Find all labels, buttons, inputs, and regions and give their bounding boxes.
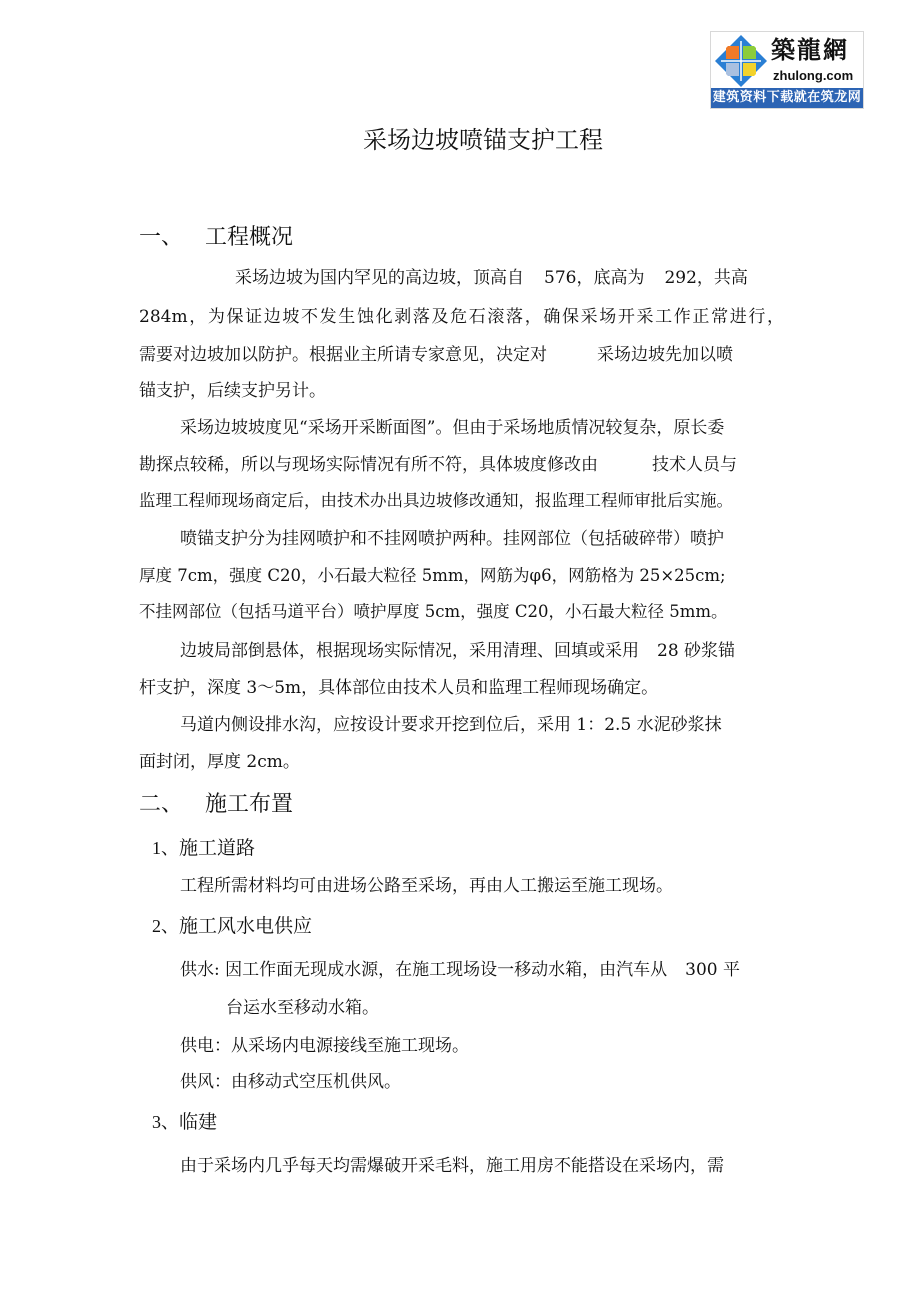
- paragraph-line: 监理工程师现场商定后，由技术办出具边坡修改通知，报监理工程师审批后实施。: [139, 491, 733, 510]
- paragraph-line: [139, 453, 784, 477]
- logo-slogan: 建筑资料下载就在筑龙网: [711, 88, 863, 108]
- text-span: 供水: 因工作面无现成水源，在施工现场设一移动水箱，由汽车从: [180, 960, 668, 980]
- zhulong-logo: [710, 31, 864, 109]
- paragraph-line: 锚支护，后续支护另计。: [139, 381, 326, 401]
- paragraph-line: 马道内侧设排水沟，应按设计要求开挖到位后，采用 1：2.5 水泥砂浆抹: [180, 715, 722, 735]
- subsection-title: 施工道路: [179, 837, 256, 859]
- paragraph-line: 杆支护，深度 3～5m，具体部位由技术人员和监理工程师现场确定。: [139, 678, 659, 698]
- text-span: 勘探点较稀，所以与现场实际情况有所不符，具体坡度修改由: [139, 455, 598, 475]
- paragraph-line: 厚度 7cm，强度 C20，小石最大粒径 5mm，网筋为φ6，网筋格为 25×25cm;: [139, 566, 726, 585]
- section-heading-1: [139, 220, 293, 251]
- subsection-title: 施工风水电供应: [179, 915, 313, 937]
- subsection-number: 2、: [152, 916, 179, 936]
- paragraph-line: 台运水至移动水箱。: [226, 998, 379, 1018]
- paragraph-line: 工程所需材料均可由进场公路至采场，再由人工搬运至施工现场。: [180, 876, 673, 896]
- subsection-number: 1、: [152, 838, 179, 858]
- logo-name-cn: 築龍網: [771, 36, 849, 64]
- text-span: 需要对边坡加以防护。根据业主所请专家意见，决定对: [139, 345, 547, 365]
- text-span: 300 平: [685, 960, 740, 980]
- paragraph-line: 供电：从采场内电源接线至施工现场。: [180, 1036, 469, 1056]
- text-span: 边坡局部倒悬体，根据现场实际情况，采用清理、回填或采用: [180, 641, 639, 661]
- paragraph-line: [139, 266, 784, 290]
- section-title: 工程概况: [205, 225, 294, 250]
- paragraph-line: 喷锚支护分为挂网喷护和不挂网喷护两种。挂网部位（包括破碎带）喷护: [180, 529, 724, 549]
- paragraph-line: [139, 343, 784, 367]
- paragraph-line: [180, 958, 784, 982]
- section-title: 施工布置: [205, 792, 294, 817]
- subsection-heading-1: [152, 833, 255, 860]
- paragraph-line: 采场边坡坡度见“采场开采断面图”。但由于采场地质情况较复杂，原长委: [180, 418, 725, 438]
- text-span: 采场边坡为国内罕见的高边坡，顶高自: [235, 268, 524, 288]
- paragraph-line: [180, 639, 784, 663]
- paragraph-line: 不挂网部位（包括马道平台）喷护厚度 5cm，强度 C20，小石最大粒径 5mm。: [139, 602, 728, 621]
- zhulong-logo-mark-icon: [715, 35, 767, 87]
- subsection-heading-2: [152, 911, 312, 938]
- text-span: 28 砂浆锚: [657, 641, 736, 661]
- logo-domain: zhulong.com: [773, 68, 854, 83]
- page-title: 采场边坡喷锚支护工程: [363, 126, 603, 154]
- paragraph-line: 供风：由移动式空压机供风。: [180, 1072, 401, 1092]
- section-heading-2: [139, 787, 293, 818]
- text-span: 576，底高为: [544, 268, 645, 288]
- paragraph-line: 面封闭，厚度 2cm。: [139, 752, 300, 772]
- subsection-number: 3、: [152, 1112, 179, 1132]
- subsection-title: 临建: [179, 1111, 218, 1133]
- section-number: 一、: [139, 225, 184, 250]
- paragraph-line: 284m，为保证边坡不发生蚀化剥落及危石滚落，确保采场开采工作正常进行，: [139, 307, 784, 327]
- paragraph-line: 由于采场内几乎每天均需爆破开采毛料，施工用房不能搭设在采场内，需: [180, 1156, 724, 1176]
- text-span: 技术人员与: [652, 455, 737, 475]
- text-span: 采场边坡先加以喷: [597, 345, 733, 365]
- subsection-heading-3: [152, 1107, 217, 1134]
- text-span: 292，共高: [664, 268, 748, 288]
- section-number: 二、: [139, 792, 184, 817]
